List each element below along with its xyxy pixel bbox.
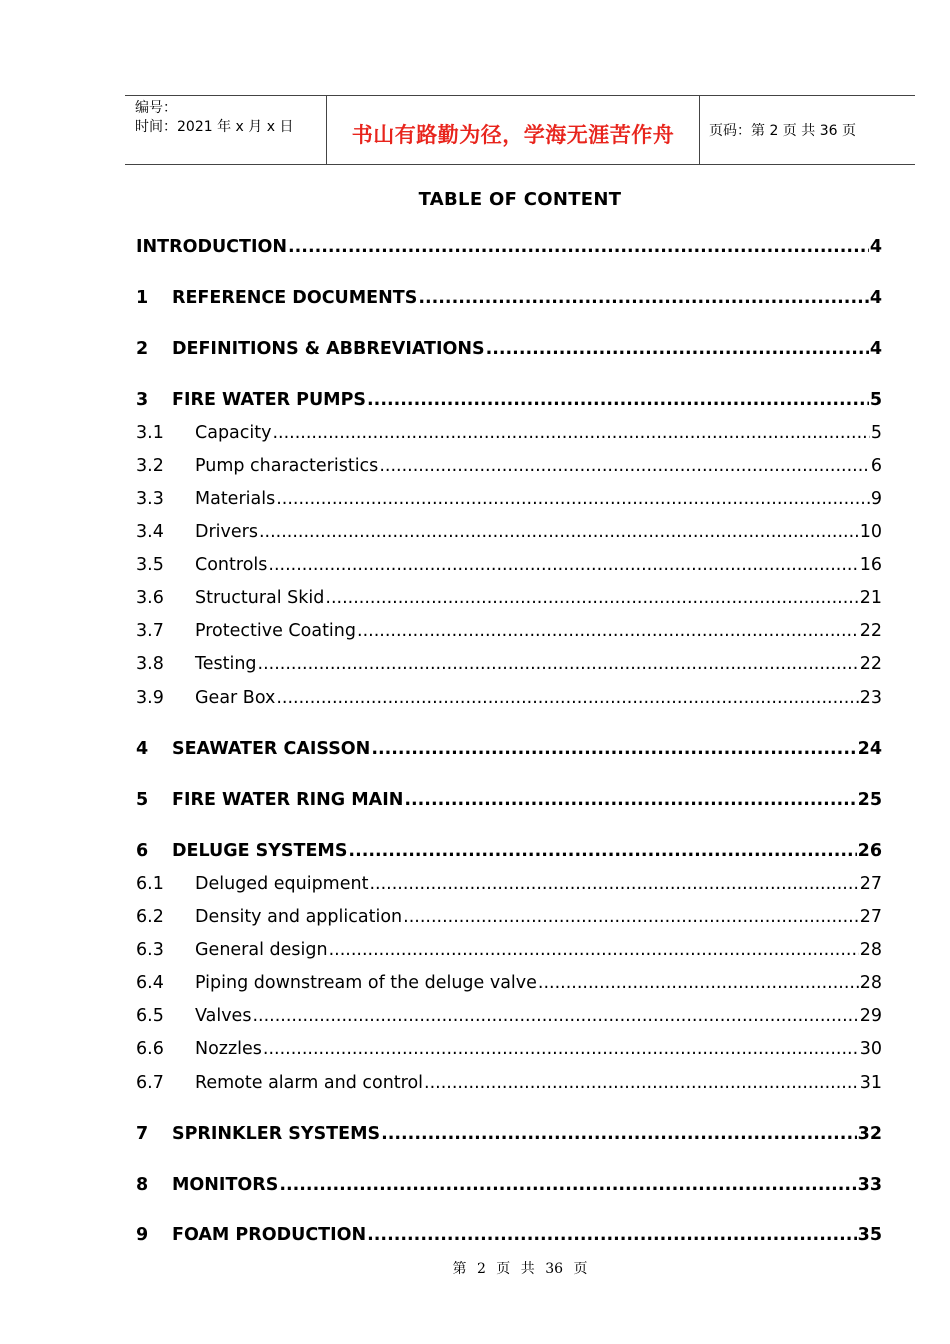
toc-entry-number: 6.7 (136, 1073, 164, 1093)
page-footer: 第 2 页 共 36 页 (452, 1261, 588, 1277)
toc-entry[interactable] (136, 739, 882, 759)
toc-dot-leader (404, 790, 856, 810)
toc-entry-label: Remote alarm and control (195, 1073, 424, 1093)
toc-entry-label: Capacity (195, 423, 272, 443)
toc-entry-page: 10 (859, 522, 882, 542)
toc-entry-page: 25 (857, 790, 882, 810)
toc-entry-label: Structural Skid (195, 588, 325, 608)
toc-entry-label: SPRINKLER SYSTEMS (172, 1124, 381, 1144)
toc-entry[interactable] (136, 288, 882, 308)
serial-number-label: 编号： (135, 100, 177, 116)
toc-entry[interactable] (136, 940, 882, 960)
toc-entry-label: INTRODUCTION (136, 237, 287, 257)
header-motto-cell (327, 96, 700, 164)
toc-entry-label: MONITORS (172, 1175, 279, 1195)
toc-dot-leader (379, 456, 870, 476)
toc-dot-leader (259, 522, 859, 542)
toc-entry-page: 16 (859, 555, 882, 575)
toc-entry-number: 6.6 (136, 1039, 164, 1059)
toc-entry[interactable] (136, 874, 882, 894)
toc-dot-leader (348, 841, 856, 861)
toc-entry-page: 33 (857, 1175, 882, 1195)
toc-entry-number: 6 (136, 841, 149, 861)
toc-entry-number: 3.2 (136, 456, 164, 476)
toc-entry-label: Materials (195, 489, 276, 509)
toc-dot-leader (371, 739, 856, 759)
toc-entry-label: Density and application (195, 907, 403, 927)
toc-dot-leader (403, 907, 859, 927)
toc-entry[interactable] (136, 390, 882, 410)
toc-entry-label: Pump characteristics (195, 456, 379, 476)
toc-entry-label: Nozzles (195, 1039, 262, 1059)
toc-entry-label: REFERENCE DOCUMENTS (172, 288, 418, 308)
toc-entry[interactable] (136, 237, 882, 257)
toc-entry-page: 21 (859, 588, 882, 608)
toc-dot-leader (252, 1006, 858, 1026)
toc-entry-number: 6.3 (136, 940, 164, 960)
toc-entry-label: Piping downstream of the deluge valve (195, 973, 537, 993)
toc-entry-label: DELUGE SYSTEMS (172, 841, 348, 861)
toc-entry-number: 3.7 (136, 621, 164, 641)
toc-entry-page: 4 (869, 339, 882, 359)
toc-entry-number: 3.6 (136, 588, 164, 608)
toc-entry[interactable] (136, 555, 882, 575)
toc-entry-label: Gear Box (195, 688, 276, 708)
toc-dot-leader (272, 423, 869, 443)
toc-entry-number: 3.9 (136, 688, 164, 708)
toc-dot-leader (381, 1124, 857, 1144)
toc-entry[interactable] (136, 1124, 882, 1144)
toc-entry-number: 9 (136, 1225, 149, 1245)
toc-entry[interactable] (136, 489, 882, 509)
toc-entry[interactable] (136, 1073, 882, 1093)
toc-dot-leader (276, 688, 858, 708)
toc-dot-leader (325, 588, 858, 608)
toc-entry-page: 5 (869, 390, 882, 410)
toc-entry-number: 3.8 (136, 654, 164, 674)
toc-entry[interactable] (136, 621, 882, 641)
toc-entry[interactable] (136, 973, 882, 993)
toc-entry-number: 3.5 (136, 555, 164, 575)
toc-entry-number: 6.4 (136, 973, 164, 993)
toc-entry-number: 7 (136, 1124, 149, 1144)
toc-entry-number: 3.3 (136, 489, 164, 509)
toc-dot-leader (279, 1175, 856, 1195)
toc-entry[interactable] (136, 1175, 882, 1195)
toc-entry[interactable] (136, 1225, 882, 1245)
toc-entry-page: 26 (857, 841, 882, 861)
toc-entry-number: 3 (136, 390, 149, 410)
toc-entry-page: 30 (859, 1039, 882, 1059)
toc-entry-page: 28 (859, 940, 882, 960)
toc-entry[interactable] (136, 907, 882, 927)
toc-entry-page: 27 (859, 874, 882, 894)
toc-dot-leader (418, 288, 868, 308)
toc-dot-leader (367, 1225, 857, 1245)
toc-dot-leader (486, 339, 869, 359)
toc-entry-page: 35 (857, 1225, 882, 1245)
toc-entry-label: Valves (195, 1006, 252, 1026)
toc-dot-leader (268, 555, 858, 575)
toc-entry[interactable] (136, 339, 882, 359)
toc-entry-page: 27 (859, 907, 882, 927)
toc-entry-page: 24 (857, 739, 882, 759)
toc-dot-leader (288, 237, 869, 257)
page-header (125, 95, 915, 165)
toc-entry-label: Deluged equipment (195, 874, 369, 894)
toc-entry[interactable] (136, 654, 882, 674)
toc-dot-leader (329, 940, 859, 960)
toc-entry[interactable] (136, 456, 882, 476)
toc-entry-label: General design (195, 940, 328, 960)
toc-dot-leader (369, 874, 858, 894)
toc-entry-label: DEFINITIONS & ABBREVIATIONS (172, 339, 485, 359)
toc-entry-number: 5 (136, 790, 149, 810)
toc-entry-number: 6.2 (136, 907, 164, 927)
toc-entry[interactable] (136, 423, 882, 443)
toc-entry-label: Controls (195, 555, 268, 575)
header-meta-cell (125, 96, 327, 164)
toc-entry-label: FIRE WATER PUMPS (172, 390, 367, 410)
toc-title: TABLE OF CONTENT (418, 189, 622, 210)
toc-entry[interactable] (136, 841, 882, 861)
toc-entry-page: 9 (870, 489, 882, 509)
toc-entry-label: SEAWATER CAISSON (172, 739, 371, 759)
toc-entry-page: 22 (859, 621, 882, 641)
toc-entry-page: 22 (859, 654, 882, 674)
toc-entry-page: 32 (857, 1124, 882, 1144)
toc-entry-number: 4 (136, 739, 149, 759)
toc-entry[interactable] (136, 1039, 882, 1059)
toc-entry-number: 1 (136, 288, 149, 308)
toc-entry-label: Testing (195, 654, 257, 674)
toc-entry[interactable] (136, 588, 882, 608)
toc-dot-leader (276, 489, 870, 509)
toc-entry[interactable] (136, 1006, 882, 1026)
header-page-cell (700, 96, 915, 164)
motto: 书山有路勤为径，学海无涯苦作舟 (351, 122, 675, 147)
toc-entry-number: 6.1 (136, 874, 164, 894)
toc-entry-label: FOAM PRODUCTION (172, 1225, 367, 1245)
toc-entry-page: 5 (870, 423, 882, 443)
toc-entry-label: Drivers (195, 522, 258, 542)
toc-dot-leader (263, 1039, 859, 1059)
toc-entry-number: 2 (136, 339, 149, 359)
toc-entry-page: 31 (859, 1073, 882, 1093)
toc-entry[interactable] (136, 790, 882, 810)
toc-dot-leader (538, 973, 859, 993)
toc-entry[interactable] (136, 688, 882, 708)
toc-entry-label: FIRE WATER RING MAIN (172, 790, 404, 810)
toc-entry-page: 6 (870, 456, 882, 476)
toc-entry-page: 4 (869, 237, 882, 257)
toc-dot-leader (367, 390, 869, 410)
toc-entry-page: 29 (859, 1006, 882, 1026)
toc-entry-number: 8 (136, 1175, 149, 1195)
header-page-info: 页码：第 2 页 共 36 页 (709, 123, 856, 139)
toc-entry-page: 4 (869, 288, 882, 308)
toc-dot-leader (258, 654, 859, 674)
toc-entry-number: 6.5 (136, 1006, 164, 1026)
toc-entry[interactable] (136, 522, 882, 542)
toc-entry-number: 3.4 (136, 522, 164, 542)
toc-entry-page: 23 (859, 688, 882, 708)
date-label: 时间：2021 年 x 月 x 日 (135, 119, 294, 135)
toc-dot-leader (357, 621, 859, 641)
toc-entry-number: 3.1 (136, 423, 164, 443)
toc-entry-label: Protective Coating (195, 621, 356, 641)
toc-entry-page: 28 (859, 973, 882, 993)
toc-dot-leader (424, 1073, 859, 1093)
